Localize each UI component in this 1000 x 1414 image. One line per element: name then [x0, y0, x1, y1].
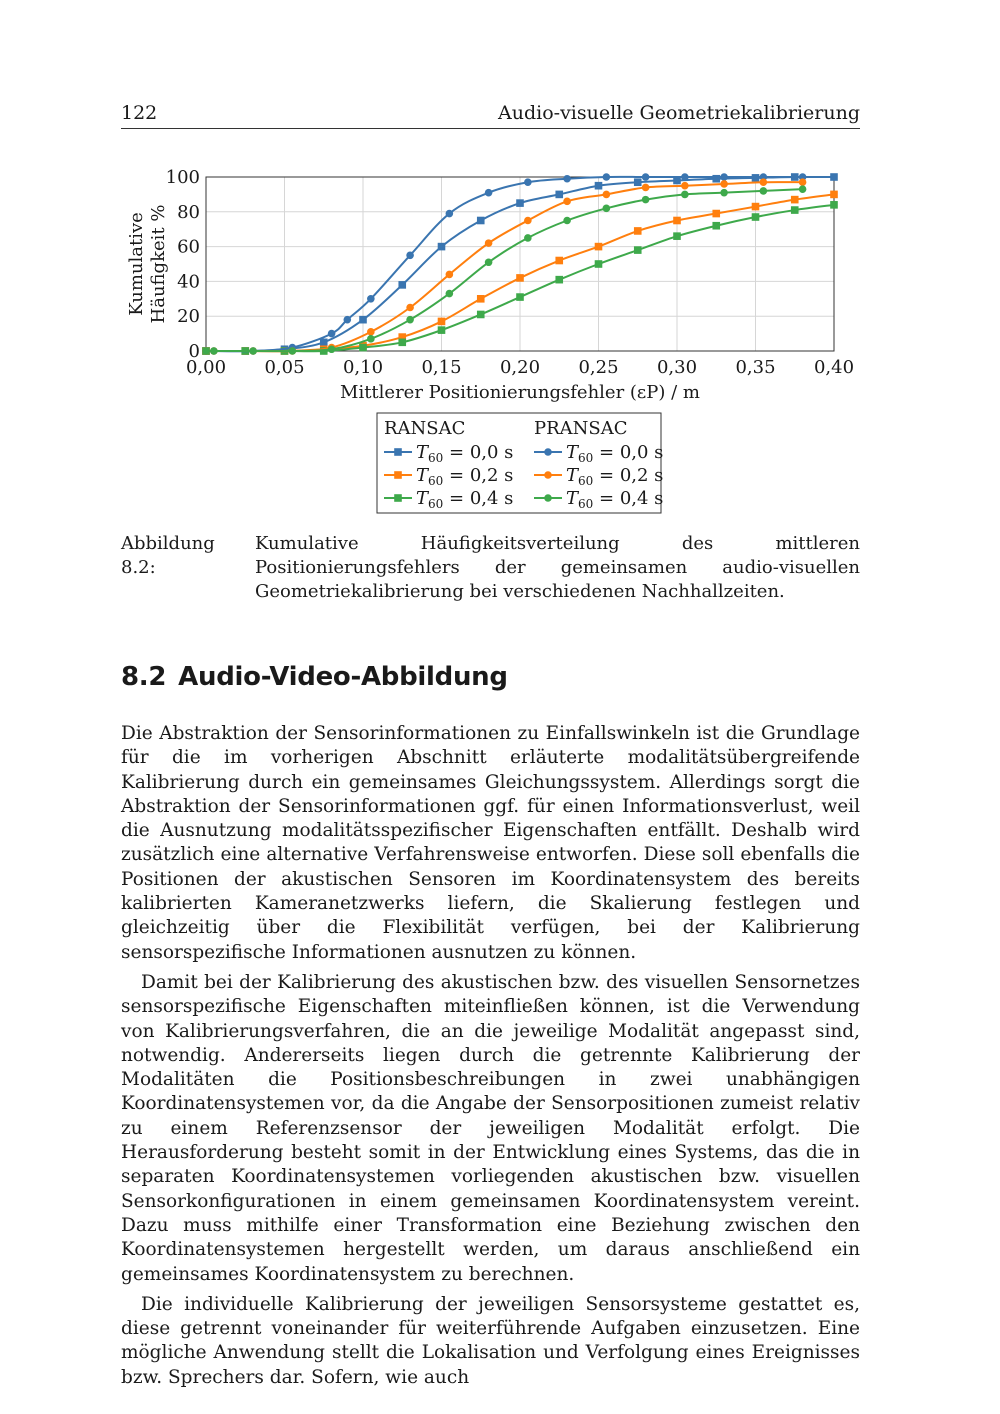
data-point — [673, 232, 681, 240]
data-point — [642, 196, 650, 204]
data-point — [367, 335, 375, 343]
y-tick-label: 40 — [177, 271, 200, 293]
y-tick-label: 80 — [177, 201, 200, 223]
data-point — [367, 295, 375, 303]
series-pransac — [202, 178, 806, 354]
chart-ticks — [166, 167, 854, 378]
paragraph-2: Damit bei der Kalibrierung des akustischen bzw. des visuellen Sensornetzes sensorspezifische Eigenschaften miteinfließen können, ist die Verwendung von Kalibrierungsverfahren, die an die jeweilige Modalität angepasst sind, notwendig. Andererseits liegen durch die getrennte Kalibrierung der Modalitäten die Positionsbeschreibungen in zwei unabhängigen Koordinatensystemen vor, da die Angabe der Sensorpositionen zumeist relativ zu einem Referenzsensor der jeweiligen Modalität erfolgt. Die Herausforderung besteht somit in der Entwicklung eines Systems, das die in separaten Koordinatensystemen vorliegenden akustischen bzw. visuellen Sensorkonfigurationen in einem gemeinsamen Koordinatensystem vereint. Dazu muss mithilfe einer Transformation eine Beziehung zwischen den Koordinatensystemen hergestellt werden, um daraus anschließend ein gemeinsames Koordinatensystem zu berechnen. — [121, 971, 860, 1285]
data-point — [477, 295, 485, 303]
figure-label: Abbildung 8.2: — [121, 533, 215, 578]
legend-label: $T_{60} = 0,2$ s — [416, 465, 514, 488]
section-heading — [121, 662, 508, 692]
legend-header-pransac: PRANSAC — [534, 418, 628, 439]
data-point — [603, 191, 611, 199]
data-point — [595, 260, 603, 268]
data-point — [712, 222, 720, 230]
data-point — [438, 243, 446, 251]
series-line — [206, 177, 803, 351]
legend-header-ransac: RANSAC — [384, 418, 466, 439]
data-point — [344, 316, 352, 324]
data-point — [555, 276, 563, 284]
data-point — [398, 281, 406, 289]
y-axis-label-line1: Kumulative — [126, 212, 147, 316]
data-point — [681, 182, 689, 190]
data-point — [712, 210, 720, 218]
data-point — [320, 339, 328, 347]
data-point — [516, 293, 524, 301]
data-point — [555, 257, 563, 265]
data-point — [328, 330, 336, 338]
figure-caption — [121, 532, 860, 604]
data-point — [516, 274, 524, 282]
data-point — [289, 347, 297, 355]
x-tick-label: 0,35 — [735, 357, 776, 378]
data-point — [752, 213, 760, 221]
data-point — [516, 199, 524, 207]
data-point — [830, 173, 838, 181]
data-point — [367, 328, 375, 336]
running-title: Audio-visuelle Geometriekalibrierung — [498, 102, 860, 124]
data-point — [406, 316, 414, 324]
data-point — [830, 201, 838, 209]
y-tick-label: 0 — [188, 341, 200, 362]
legend-label: $T_{60} = 0,4$ s — [416, 488, 514, 511]
legend-label: $T_{60} = 0,4$ s — [566, 488, 664, 511]
y-tick-label: 100 — [165, 167, 200, 188]
data-point — [720, 180, 728, 188]
legend-marker — [394, 494, 402, 502]
cdf-chart — [100, 160, 880, 520]
y-tick-label: 20 — [177, 306, 200, 328]
data-point — [477, 311, 485, 319]
data-point — [524, 178, 532, 186]
data-point — [634, 246, 642, 254]
data-point — [799, 185, 807, 193]
x-axis-label: Mittlerer Positionierungsfehler (εP) / m — [340, 382, 700, 403]
legend-marker — [544, 494, 552, 502]
data-point — [485, 189, 493, 197]
data-point — [446, 210, 454, 218]
legend-marker — [544, 448, 552, 456]
page-number: 122 — [121, 102, 158, 124]
x-tick-label: 0,00 — [185, 357, 227, 378]
data-point — [563, 175, 571, 183]
x-tick-label: 0,05 — [264, 357, 305, 378]
data-point — [485, 258, 493, 266]
running-head — [121, 100, 860, 129]
data-point — [563, 198, 571, 206]
data-point — [524, 217, 532, 225]
data-point — [634, 227, 642, 235]
series-line — [206, 182, 803, 351]
data-point — [595, 243, 603, 251]
data-point — [760, 178, 768, 186]
legend-marker — [544, 471, 552, 479]
data-point — [760, 187, 768, 195]
section-number: 8.2 — [121, 662, 167, 692]
x-tick-label: 0,40 — [813, 357, 855, 378]
x-tick-label: 0,20 — [499, 357, 541, 378]
figure-caption-text: Kumulative Häufigkeitsverteilung des mittleren Positionierungsfehlers der gemeinsamen audio-visuellen Geometriekalibrierung bei verschiedenen Nachhallzeiten. — [255, 533, 860, 602]
data-point — [642, 184, 650, 192]
section-title: Audio-Video-Abbildung — [178, 662, 508, 692]
data-point — [438, 318, 446, 326]
data-point — [359, 316, 367, 324]
data-point — [603, 205, 611, 213]
x-tick-label: 0,15 — [421, 357, 462, 378]
x-tick-label: 0,30 — [656, 357, 698, 378]
data-point — [563, 217, 571, 225]
paragraph-1: Die Abstraktion der Sensorinformationen zu Einfallswinkeln ist die Grundlage für die im vorherigen Abschnitt erläuterte modalitätsübergreifende Kalibrierung durch ein gemeinsames Gleichungssystem. Allerdings sorgt die Abstraktion der Sensorinformationen ggf. für einen Informationsverlust, weil die Ausnutzung modalitätsspezifischer Eigenschaften entfällt. Deshalb wird zusätzlich eine alternative Verfahrensweise entworfen. Diese soll ebenfalls die Positionen der akustischen Sensoren im Koordinatensystem des bereits kalibrierten Kameranetzwerks liefern, die Skalierung festlegen und gleichzeitig über die Flexibilität verfügen, bei der Kalibrierung sensorspezifische Informationen ausnutzen zu können. — [121, 723, 860, 963]
data-point — [555, 191, 563, 199]
series-pransac — [202, 173, 806, 355]
data-point — [791, 196, 799, 204]
data-point — [595, 182, 603, 190]
chart-legend — [377, 413, 663, 513]
data-point — [524, 234, 532, 242]
data-point — [752, 203, 760, 211]
data-point — [359, 344, 367, 352]
data-point — [642, 173, 650, 181]
data-point — [799, 178, 807, 186]
data-point — [830, 191, 838, 199]
data-point — [720, 189, 728, 197]
data-point — [438, 326, 446, 334]
data-point — [673, 217, 681, 225]
x-tick-label: 0,10 — [342, 357, 384, 378]
data-point — [477, 217, 485, 225]
data-point — [328, 345, 336, 353]
data-point — [249, 347, 257, 355]
legend-marker — [394, 448, 402, 456]
data-point — [791, 206, 799, 214]
data-point — [720, 173, 728, 181]
data-point — [446, 290, 454, 298]
y-tick-label: 60 — [177, 236, 200, 258]
data-point — [681, 191, 689, 199]
data-point — [446, 271, 454, 279]
data-point — [634, 178, 642, 186]
body-text — [121, 722, 860, 1396]
y-axis-label-line2: Häufigkeit % — [148, 204, 169, 324]
data-point — [202, 347, 210, 355]
data-point — [406, 252, 414, 260]
data-point — [406, 304, 414, 312]
paragraph-3: Die individuelle Kalibrierung der jeweiligen Sensorsysteme gestattet es, diese getrennt voneinander für weiterführende Aufgaben einzusetzen. Eine mögliche Anwendung stellt die Lokalisation und Verfolgung eines Ereignisses bzw. Sprechers dar. Sofern, wie auch — [121, 1293, 860, 1388]
data-point — [210, 347, 218, 355]
legend-label: $T_{60} = 0,0$ s — [416, 442, 514, 465]
x-tick-label: 0,25 — [578, 357, 619, 378]
legend-marker — [394, 471, 402, 479]
legend-label: $T_{60} = 0,0$ s — [566, 442, 664, 465]
legend-label: $T_{60} = 0,2$ s — [566, 465, 664, 488]
data-point — [485, 239, 493, 247]
data-point — [603, 173, 611, 181]
data-point — [398, 339, 406, 347]
data-point — [681, 173, 689, 181]
